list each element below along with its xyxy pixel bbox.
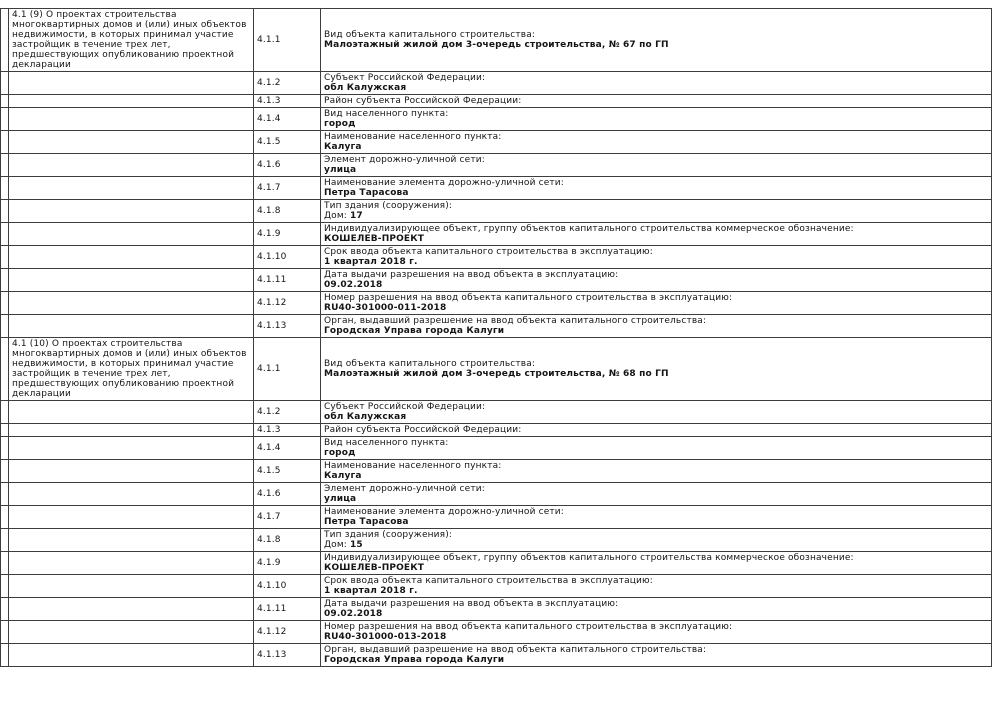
field-value-text: обл Калужская [324, 412, 407, 422]
section-cell [9, 9, 254, 72]
row-number: 4.1.3 [257, 425, 281, 435]
field-value-text: 1 квартал 2018 г. [324, 586, 418, 596]
section-cell [9, 223, 254, 246]
field-value [324, 211, 988, 221]
field-value-text: 17 [349, 211, 363, 221]
row-number-cell [254, 644, 321, 667]
field-label: Наименование населенного пункта: [324, 132, 502, 142]
detail-cell [321, 72, 992, 95]
field-label: Дата выдачи разрешения на ввод объекта в эксплуатацию: [324, 599, 619, 609]
field-label: Орган, выдавший разрешение на ввод объекта капитального строительства: [324, 645, 707, 655]
field-value [324, 40, 988, 50]
table-row [1, 177, 992, 200]
field-label: Дата выдачи разрешения на ввод объекта в эксплуатацию: [324, 270, 619, 280]
detail-cell [321, 223, 992, 246]
field-value-text: город [324, 119, 356, 129]
field-label: Срок ввода объекта капитального строительства в эксплуатацию: [324, 576, 653, 586]
row-number-cell [254, 177, 321, 200]
field-label: Срок ввода объекта капитального строительства в эксплуатацию: [324, 247, 653, 257]
section-cell [9, 644, 254, 667]
row-number-cell [254, 269, 321, 292]
table-row [1, 401, 992, 424]
section-cell [9, 315, 254, 338]
detail-cell [321, 460, 992, 483]
row-number-cell [254, 200, 321, 223]
row-number: 4.1.6 [257, 489, 281, 499]
field-value-text: RU40-301000-013-2018 [324, 632, 447, 642]
row-number: 4.1.4 [257, 443, 281, 453]
left-margin-cell [1, 621, 9, 644]
section-cell [9, 552, 254, 575]
row-number-cell [254, 338, 321, 401]
detail-cell [321, 177, 992, 200]
row-number-cell [254, 72, 321, 95]
row-number: 4.1.12 [257, 298, 287, 308]
left-margin-cell [1, 644, 9, 667]
section-cell [9, 269, 254, 292]
table-row [1, 644, 992, 667]
left-margin-cell [1, 552, 9, 575]
detail-cell [321, 437, 992, 460]
table-row [1, 598, 992, 621]
row-number-cell [254, 9, 321, 72]
detail-cell [321, 246, 992, 269]
table-row [1, 72, 992, 95]
table-row [1, 315, 992, 338]
row-number: 4.1.5 [257, 466, 281, 476]
left-margin-cell [1, 506, 9, 529]
section-cell [9, 154, 254, 177]
field-value [324, 448, 988, 458]
row-number-cell [254, 506, 321, 529]
row-number: 4.1.10 [257, 581, 287, 591]
table-row [1, 552, 992, 575]
row-number: 4.1.6 [257, 160, 281, 170]
field-label: Индивидуализирующее объект, группу объектов капитального строительства коммерческое обозначение: [324, 553, 854, 563]
field-value-text: 09.02.2018 [324, 280, 383, 290]
detail-cell [321, 154, 992, 177]
field-value-text: Калуга [324, 142, 362, 152]
row-number-cell [254, 437, 321, 460]
detail-cell [321, 598, 992, 621]
row-number: 4.1.9 [257, 229, 281, 239]
section-cell [9, 292, 254, 315]
left-margin-cell [1, 269, 9, 292]
left-margin-cell [1, 200, 9, 223]
row-number-cell [254, 598, 321, 621]
table-row [1, 292, 992, 315]
field-value [324, 412, 988, 422]
table-row [1, 460, 992, 483]
row-number-cell [254, 315, 321, 338]
detail-cell [321, 424, 992, 437]
table-row [1, 223, 992, 246]
table-row [1, 621, 992, 644]
field-label: Вид населенного пункта: [324, 438, 449, 448]
row-number: 4.1.3 [257, 96, 281, 106]
row-number-cell [254, 460, 321, 483]
left-margin-cell [1, 460, 9, 483]
table-row [1, 506, 992, 529]
left-margin-cell [1, 401, 9, 424]
field-value-text: Малоэтажный жилой дом 3-очередь строительства, № 68 по ГП [324, 369, 669, 379]
field-value [324, 119, 988, 129]
table-row [1, 575, 992, 598]
detail-cell [321, 401, 992, 424]
row-number: 4.1.10 [257, 252, 287, 262]
left-margin-cell [1, 529, 9, 552]
section-cell [9, 246, 254, 269]
field-value [324, 471, 988, 481]
row-number: 4.1.11 [257, 275, 287, 285]
detail-cell [321, 200, 992, 223]
table-row [1, 108, 992, 131]
field-label: Наименование элемента дорожно-уличной сети: [324, 178, 564, 188]
table-row [1, 9, 992, 72]
section-cell [9, 575, 254, 598]
field-value-text: 1 квартал 2018 г. [324, 257, 418, 267]
detail-cell [321, 552, 992, 575]
section-cell [9, 200, 254, 223]
left-margin-cell [1, 575, 9, 598]
left-margin-cell [1, 154, 9, 177]
detail-cell [321, 506, 992, 529]
detail-cell [321, 529, 992, 552]
field-value [324, 142, 988, 152]
field-value-text: Петра Тарасова [324, 188, 409, 198]
left-margin-cell [1, 246, 9, 269]
row-number: 4.1.2 [257, 407, 281, 417]
left-margin-cell [1, 131, 9, 154]
table-row [1, 131, 992, 154]
field-value-text: Малоэтажный жилой дом 3-очередь строительства, № 67 по ГП [324, 40, 669, 50]
table-row [1, 437, 992, 460]
left-margin-cell [1, 223, 9, 246]
field-value [324, 165, 988, 175]
section-cell [9, 598, 254, 621]
left-margin-cell [1, 177, 9, 200]
row-number: 4.1.11 [257, 604, 287, 614]
detail-cell [321, 108, 992, 131]
section-cell [9, 506, 254, 529]
detail-cell [321, 575, 992, 598]
section-cell [9, 401, 254, 424]
section-cell [9, 529, 254, 552]
detail-cell [321, 131, 992, 154]
table-row [1, 483, 992, 506]
field-value [324, 369, 988, 379]
left-margin-cell [1, 292, 9, 315]
field-value [324, 494, 988, 504]
field-value [324, 586, 988, 596]
field-label: Район субъекта Российской Федерации: [324, 96, 522, 106]
left-margin-cell [1, 437, 9, 460]
field-value-text: КОШЕЛЕВ-ПРОЕКТ [324, 234, 425, 244]
field-value [324, 655, 988, 665]
field-label: Тип здания (сооружения): [324, 530, 453, 540]
field-label: Вид объекта капитального строительства: [324, 359, 536, 369]
row-number: 4.1.12 [257, 627, 287, 637]
left-margin-cell [1, 598, 9, 621]
row-number-cell [254, 552, 321, 575]
field-label: Вид объекта капитального строительства: [324, 30, 536, 40]
section-cell [9, 72, 254, 95]
left-margin-cell [1, 483, 9, 506]
field-value [324, 257, 988, 267]
table-row [1, 269, 992, 292]
field-label: Наименование элемента дорожно-уличной сети: [324, 507, 564, 517]
row-number-cell [254, 246, 321, 269]
left-margin-cell [1, 95, 9, 108]
row-number-cell [254, 424, 321, 437]
section-cell [9, 108, 254, 131]
section-cell [9, 483, 254, 506]
detail-cell [321, 338, 992, 401]
table-row [1, 154, 992, 177]
row-number: 4.1.2 [257, 78, 281, 88]
left-margin-cell [1, 315, 9, 338]
row-number: 4.1.5 [257, 137, 281, 147]
field-value [324, 83, 988, 93]
field-value-text: город [324, 448, 356, 458]
section-cell [9, 131, 254, 154]
row-number-cell [254, 575, 321, 598]
row-number: 4.1.1 [257, 364, 281, 374]
row-number: 4.1.9 [257, 558, 281, 568]
field-value-text: КОШЕЛЕВ-ПРОЕКТ [324, 563, 425, 573]
table-body [1, 9, 992, 667]
field-value-text: 09.02.2018 [324, 609, 383, 619]
field-value [324, 609, 988, 619]
left-margin-cell [1, 72, 9, 95]
field-value-text: обл Калужская [324, 83, 407, 93]
row-number: 4.1.8 [257, 535, 281, 545]
field-label: Субъект Российской Федерации: [324, 73, 486, 83]
left-margin-cell [1, 424, 9, 437]
row-number: 4.1.7 [257, 512, 281, 522]
row-number-cell [254, 529, 321, 552]
section-cell [9, 177, 254, 200]
row-number-cell [254, 131, 321, 154]
field-label: Номер разрешения на ввод объекта капитального строительства в эксплуатацию: [324, 293, 733, 303]
section-cell [9, 338, 254, 401]
detail-cell [321, 269, 992, 292]
section-cell [9, 460, 254, 483]
field-label: Номер разрешения на ввод объекта капитального строительства в эксплуатацию: [324, 622, 733, 632]
detail-cell [321, 9, 992, 72]
detail-cell [321, 95, 992, 108]
field-value-text: Городская Управа города Калуги [324, 655, 505, 665]
section-cell [9, 621, 254, 644]
field-label: Тип здания (сооружения): [324, 201, 453, 211]
table-row [1, 424, 992, 437]
field-value-prefix: Дом: [324, 540, 350, 550]
field-value [324, 188, 988, 198]
detail-cell [321, 483, 992, 506]
table-row [1, 529, 992, 552]
detail-cell [321, 292, 992, 315]
left-margin-cell [1, 338, 9, 401]
table-row [1, 95, 992, 108]
row-number: 4.1.13 [257, 321, 287, 331]
field-label: Элемент дорожно-уличной сети: [324, 484, 485, 494]
field-value-text: 15 [349, 540, 363, 550]
row-number: 4.1.4 [257, 114, 281, 124]
row-number-cell [254, 108, 321, 131]
left-margin-cell [1, 108, 9, 131]
field-label: Район субъекта Российской Федерации: [324, 425, 522, 435]
row-number-cell [254, 483, 321, 506]
row-number-cell [254, 401, 321, 424]
field-label: Индивидуализирующее объект, группу объектов капитального строительства коммерческое обозначение: [324, 224, 854, 234]
row-number-cell [254, 223, 321, 246]
field-value-text: улица [324, 494, 357, 504]
row-number: 4.1.1 [257, 35, 281, 45]
field-label: Орган, выдавший разрешение на ввод объекта капитального строительства: [324, 316, 707, 326]
field-value [324, 540, 988, 550]
left-margin-cell [1, 9, 9, 72]
row-number: 4.1.13 [257, 650, 287, 660]
field-value-text: RU40-301000-011-2018 [324, 303, 447, 313]
section-cell [9, 95, 254, 108]
field-label: Вид населенного пункта: [324, 109, 449, 119]
field-value-prefix: Дом: [324, 211, 350, 221]
detail-cell [321, 315, 992, 338]
table-row [1, 246, 992, 269]
section-cell [9, 424, 254, 437]
row-number: 4.1.8 [257, 206, 281, 216]
field-label: Наименование населенного пункта: [324, 461, 502, 471]
section-title: 4.1 (10) О проектах строительства многоквартирных домов и (или) иных объектов недвижимости, в которых принимал участие застройщик в течение трех лет, предшествующих опубликованию проектной декларации [12, 339, 247, 399]
table-row [1, 338, 992, 401]
project-declaration-table [0, 8, 992, 667]
field-value-text: Городская Управа города Калуги [324, 326, 505, 336]
section-title: 4.1 (9) О проектах строительства многоквартирных домов и (или) иных объектов недвижимости, в которых принимал участие застройщик в течение трех лет, предшествующих опубликованию проектной декларации [12, 10, 247, 70]
field-value [324, 563, 988, 573]
field-value [324, 303, 988, 313]
field-value [324, 632, 988, 642]
field-label: Субъект Российской Федерации: [324, 402, 486, 412]
field-value [324, 517, 988, 527]
section-cell [9, 437, 254, 460]
field-value-text: Калуга [324, 471, 362, 481]
table-row [1, 200, 992, 223]
row-number-cell [254, 95, 321, 108]
field-label: Элемент дорожно-уличной сети: [324, 155, 485, 165]
field-value-text: улица [324, 165, 357, 175]
field-value [324, 234, 988, 244]
field-value [324, 280, 988, 290]
detail-cell [321, 621, 992, 644]
row-number-cell [254, 621, 321, 644]
detail-cell [321, 644, 992, 667]
field-value-text: Петра Тарасова [324, 517, 409, 527]
row-number: 4.1.7 [257, 183, 281, 193]
row-number-cell [254, 154, 321, 177]
field-value [324, 326, 988, 336]
row-number-cell [254, 292, 321, 315]
